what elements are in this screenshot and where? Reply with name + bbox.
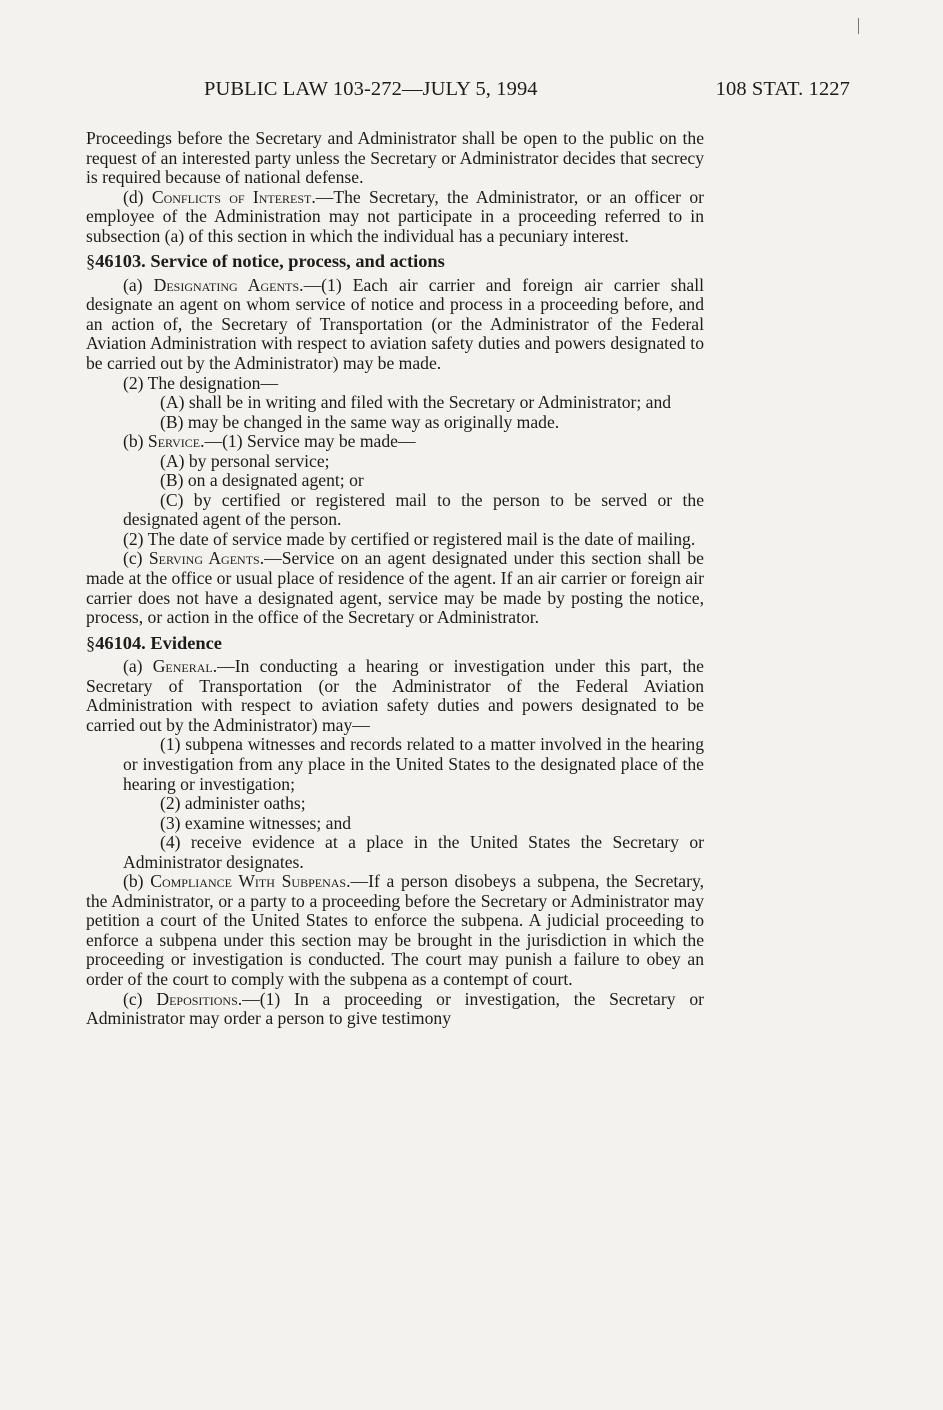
subsection-label: (c) <box>123 988 157 1009</box>
document-body <box>86 129 704 1029</box>
subsection-heading: Compliance With Subpenas. <box>150 871 351 892</box>
subsection-general <box>86 657 704 735</box>
clause-a2a: (A) shall be in writing and filed with the Secretary or Administrator; and <box>160 392 672 413</box>
subsection-compliance-with-subpenas <box>86 872 704 989</box>
header-stat-citation: 108 STAT. 1227 <box>715 78 850 100</box>
clause-g2: (2) administer oaths; <box>160 793 306 814</box>
subsection-heading: Depositions. <box>156 988 243 1009</box>
section-title: Service of notice, process, and actions <box>150 251 445 272</box>
subsection-text: —(1) Service may be made— <box>204 431 416 452</box>
subsection-text: —(1) Each air carrier and foreign air carrier shall designate an agent on whom service of notice and process in a proceeding before, and an action of, the Secretary of Transportation (or the Administrator of the Federal Aviation Administration with respect to aviation safety duties and powers designated to be carried out by the Administrator) may be made. <box>86 274 704 374</box>
subsection-service <box>86 432 704 452</box>
subsection-text: —The Secretary, the Administrator, or an officer or employee of the Administration may not participate in a proceeding referred to in subsection (a) of this section in which the individual has a pecuniary interest. <box>86 186 704 246</box>
subsection-text: —Service on an agent designated under this section shall be made at the office or usual place of residence of the agent. If an air carrier or foreign air carrier does not have a designated agent, service may be made by posting the notice, process, or action in the office of the Secretary or Administrator. <box>86 548 704 628</box>
clause-b1a: (A) by personal service; <box>160 450 330 471</box>
clause-g1: (1) subpena witnesses and records related to a matter involved in the hearing or investigation from any place in the United States to the designated place of the hearing or investigation; <box>123 734 704 794</box>
section-title: Evidence <box>150 632 222 653</box>
paragraph-designation: (2) The designation— <box>123 372 279 393</box>
section-symbol: § <box>86 632 96 653</box>
subsection-label: (c) <box>123 548 149 569</box>
paragraph-date-of-service: (2) The date of service made by certified or registered mail is the date of mailing. <box>123 528 696 549</box>
subsection-conflicts-of-interest <box>86 188 704 247</box>
subsection-label: (d) <box>123 186 152 207</box>
subsection-heading: General. <box>152 656 218 677</box>
paragraph-public-proceedings: Proceedings before the Secretary and Administrator shall be open to the public on the request of an interested party unless the Secretary or Administrator decides that secrecy is required because of national defense. <box>86 128 704 188</box>
subsection-serving-agents <box>86 549 704 627</box>
subsection-label: (a) <box>123 656 153 677</box>
subsection-text: —In conducting a hearing or investigation under this part, the Secretary of Transportation (or the Administrator of the Federal Aviation Administration with respect to aviation safety duties and powers designated to be carried out by the Administrator) may— <box>86 656 704 735</box>
subsection-text: —(1) In a proceeding or investigation, the Secretary or Administrator may order a person to give testimony <box>86 988 704 1029</box>
subsection-heading: Designating Agents. <box>153 274 304 295</box>
section-number: 46103. <box>95 251 146 272</box>
page-margin-mark <box>858 18 859 34</box>
clause-b1c: (C) by certified or registered mail to the person to be served or the designated agent of the person. <box>123 489 704 530</box>
subsection-designating-agents <box>86 276 704 374</box>
subsection-label: (b) <box>123 431 148 452</box>
clause-b1b: (B) on a designated agent; or <box>160 470 364 491</box>
header-title: PUBLIC LAW 103-272—JULY 5, 1994 <box>204 78 538 100</box>
clause-a2b: (B) may be changed in the same way as originally made. <box>160 411 560 432</box>
section-heading-46103 <box>86 252 704 272</box>
section-heading-46104 <box>86 634 704 654</box>
subsection-heading: Serving Agents. <box>148 548 265 569</box>
document-page <box>86 78 850 1258</box>
subsection-text: —If a person disobeys a subpena, the Secretary, the Administrator, or a party to a proceeding before the Secretary or Administrator may petition a court of the United States to enforce the subpena. A judicial proceeding to enforce a subpena under this section may be brought in the jurisdiction in which the proceeding or investigation is conducted. The court may punish a failure to obey an order of the court to comply with the subpena as a contempt of court. <box>86 871 704 989</box>
subsection-label: (a) <box>123 274 154 295</box>
clause-g3: (3) examine witnesses; and <box>160 812 352 833</box>
section-symbol: § <box>86 251 96 272</box>
subsection-depositions <box>86 990 704 1029</box>
section-number: 46104. <box>95 632 146 653</box>
subsection-heading: Service. <box>147 431 205 452</box>
subsection-label: (b) <box>123 871 151 892</box>
subsection-heading: Conflicts of Interest. <box>151 186 316 207</box>
running-header <box>86 78 850 108</box>
clause-g4: (4) receive evidence at a place in the United States the Secretary or Administrator designates. <box>123 832 704 872</box>
